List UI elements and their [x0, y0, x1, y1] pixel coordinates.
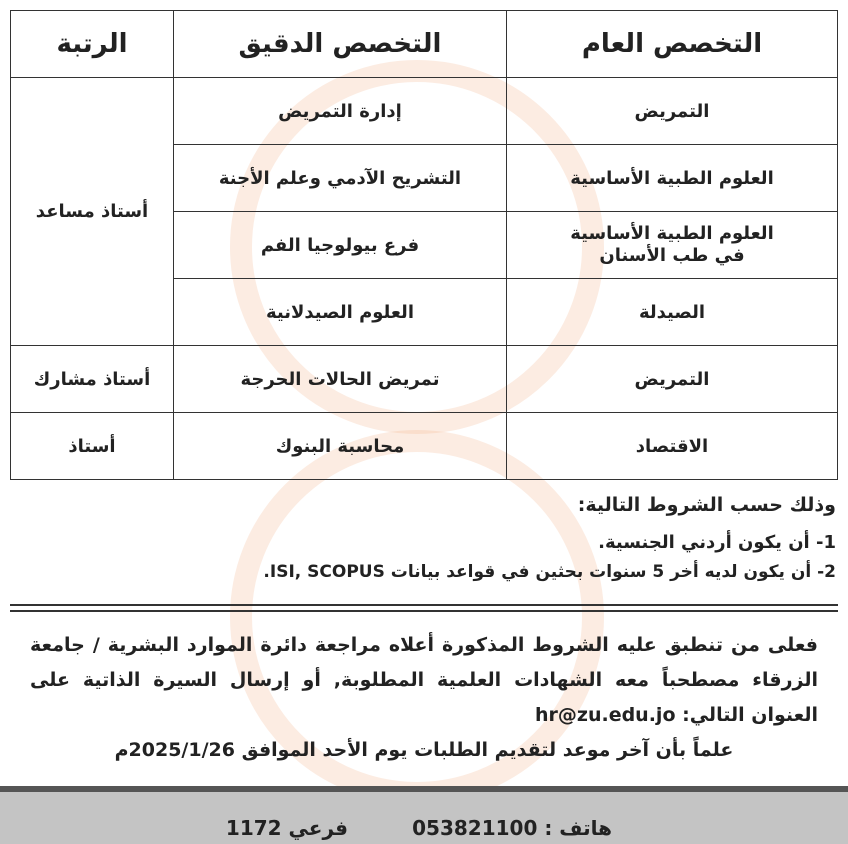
table-row [11, 346, 838, 413]
header-rank: الرتبة [11, 11, 174, 78]
divider [10, 604, 838, 606]
phone-number: هاتف : 053821100 [412, 816, 612, 840]
header-specific: التخصص الدقيق [174, 11, 507, 78]
positions-table [10, 10, 838, 480]
cell-general: الصيدلة [506, 279, 837, 346]
cell-general: الاقتصاد [506, 413, 837, 480]
conditions-title: وذلك حسب الشروط التالية: [577, 494, 836, 516]
cell-specific: التشريح الآدمي وعلم الأجنة [174, 145, 507, 212]
cell-rank: أستاذ مشارك [11, 346, 174, 413]
deadline-text: علماً بأن آخر موعد لتقديم الطلبات يوم الأحد الموافق 2025/1/26م [114, 739, 734, 761]
cell-general: العلوم الطبية الأساسية في طب الأسنان [506, 212, 837, 279]
table-row [11, 413, 838, 480]
cell-general: التمريض [506, 346, 837, 413]
cell-general: العلوم الطبية الأساسية [506, 145, 837, 212]
contact-footer [0, 786, 848, 844]
condition-item: 1- أن يكون أردني الجنسية. [598, 532, 836, 553]
cell-specific: العلوم الصيدلانية [174, 279, 507, 346]
application-instructions [30, 628, 818, 768]
table-row [11, 78, 838, 145]
cell-general: التمريض [506, 78, 837, 145]
cell-rank: أستاذ [11, 413, 174, 480]
extension-number: فرعي 1172 [225, 816, 348, 840]
cell-specific: فرع بيولوجيا الفم [174, 212, 507, 279]
cell-specific: محاسبة البنوك [174, 413, 507, 480]
cell-specific: إدارة التمريض [174, 78, 507, 145]
header-general: التخصص العام [506, 11, 837, 78]
condition-item: 2- أن يكون لديه أخر 5 سنوات بحثين في قواعد بيانات ISI, SCOPUS. [263, 562, 836, 582]
table-header [11, 11, 838, 78]
instructions-body: فعلى من تنطبق عليه الشروط المذكورة أعلاه مراجعة دائرة الموارد البشرية / جامعة الزرقاء مصطحباً معه الشهادات العلمية المطلوبة, أو إرسال السيرة الذاتية على العنوان التالي: hr@zu.edu.jo [30, 634, 818, 726]
cell-rank: أستاذ مساعد [11, 78, 174, 346]
divider [10, 610, 838, 612]
cell-specific: تمريض الحالات الحرجة [174, 346, 507, 413]
